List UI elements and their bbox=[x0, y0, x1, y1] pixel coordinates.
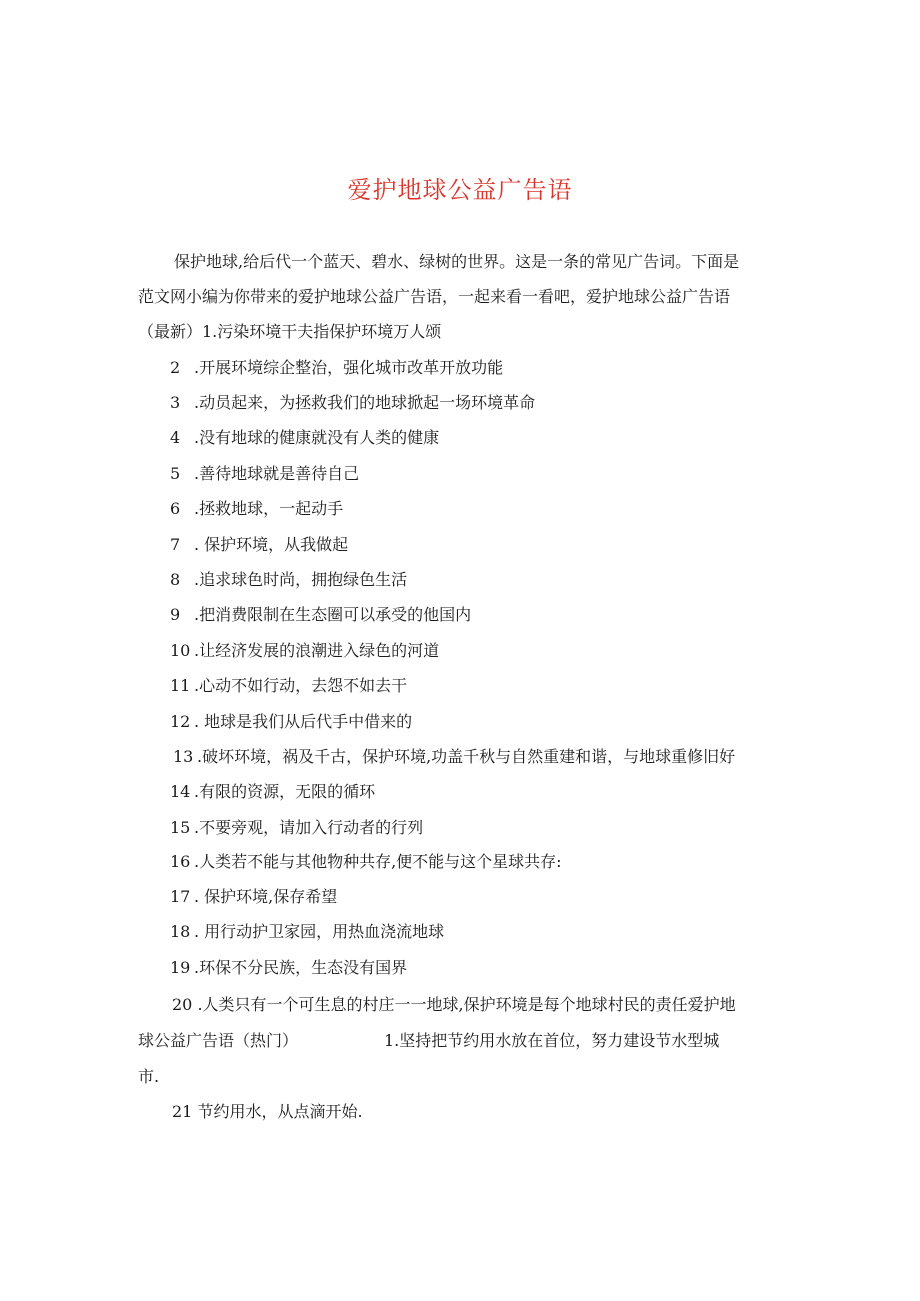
list-item-text: .心动不如行动，去怨不如去干 bbox=[194, 676, 408, 695]
list-item-number: 4 bbox=[170, 428, 181, 447]
list-item bbox=[170, 535, 348, 555]
list-item-text: .动员起来，为拯救我们的地球掀起一场环境革命 bbox=[194, 393, 536, 412]
list-item bbox=[170, 887, 337, 907]
list-item-text: .有限的资源，无限的循环 bbox=[194, 782, 376, 801]
list-item bbox=[170, 605, 471, 625]
list-item bbox=[170, 818, 423, 838]
list-item-text: .善待地球就是善待自己 bbox=[194, 464, 360, 483]
list-item bbox=[170, 641, 439, 661]
list-item-text: .不要旁观，请加入行动者的行列 bbox=[194, 818, 424, 837]
list-item-number: 11 bbox=[170, 676, 191, 695]
list-item-number: 12 bbox=[170, 712, 191, 731]
list-item-number: 7 bbox=[170, 535, 181, 554]
list-item-text: . 保护环境,保存希望 bbox=[194, 887, 338, 906]
list-item bbox=[170, 712, 412, 732]
item-21: 21 节约用水，从点滴开始. bbox=[172, 1102, 363, 1121]
list-item bbox=[170, 958, 407, 978]
list-item-text: .人类若不能与其他物种共存,便不能与这个星球共存: bbox=[194, 852, 562, 871]
intro-line-1: 保护地球,给后代一个蓝天、碧水、绿树的世界。这是一条的常见广告词。下面是 bbox=[174, 252, 740, 271]
list-item-text: . 保护环境，从我做起 bbox=[194, 535, 349, 554]
list-item-number: 6 bbox=[170, 499, 181, 518]
list-item-text: .把消费限制在生态圈可以承受的他国内 bbox=[194, 605, 472, 624]
list-item bbox=[170, 499, 343, 519]
list-item-number: 16 bbox=[170, 852, 191, 871]
list-item bbox=[170, 428, 439, 448]
list-item-text: .让经济发展的浪潮进入绿色的河道 bbox=[194, 641, 440, 660]
list-item-number: 5 bbox=[170, 464, 181, 483]
list-item bbox=[170, 393, 535, 413]
list-item-number: 2 bbox=[170, 358, 181, 377]
item-20-line-3: 市. bbox=[138, 1067, 160, 1086]
list-item-number: 19 bbox=[170, 958, 191, 977]
list-item-number: 18 bbox=[170, 922, 191, 941]
list-item-text: . 用行动护卫家园，用热血浇流地球 bbox=[194, 922, 445, 941]
list-item bbox=[173, 747, 735, 767]
list-item-number: 8 bbox=[170, 570, 181, 589]
list-item-text: .开展环境综企整治，强化城市改革开放功能 bbox=[194, 358, 504, 377]
page-title: 爱护地球公益广告语 bbox=[347, 176, 573, 204]
list-item-number: 14 bbox=[170, 782, 191, 801]
list-item-number: 10 bbox=[170, 641, 191, 660]
list-item bbox=[170, 922, 444, 942]
item-20-line-2b: 1.坚持把节约用水放在首位，努力建设节水型城 bbox=[384, 1031, 720, 1050]
intro-line-3: （最新）1.污染环境干夫指保护环境万人颂 bbox=[138, 322, 442, 341]
list-item bbox=[170, 570, 407, 590]
list-item bbox=[170, 358, 503, 378]
item-20-line-1: 20 .人类只有一个可生息的村庄一一地球,保护环境是每个地球村民的责任爱护地 bbox=[172, 995, 736, 1014]
list-item bbox=[170, 676, 407, 696]
list-item bbox=[170, 782, 375, 802]
list-item-text: .拯救地球，一起动手 bbox=[194, 499, 344, 518]
item-20-line-2a: 球公益广告语（热门） bbox=[138, 1031, 299, 1050]
list-item-text: .破坏环境，祸及千古，保护环境,功盖千秋与自然重建和谐，与地球重修旧好 bbox=[197, 747, 736, 766]
list-item-text: .环保不分民族，生态没有国界 bbox=[194, 958, 408, 977]
list-item bbox=[170, 852, 562, 872]
list-item-number: 3 bbox=[170, 393, 181, 412]
list-item-text: . 地球是我们从后代手中借来的 bbox=[194, 712, 413, 731]
list-item-text: .追求球色时尚，拥抱绿色生活 bbox=[194, 570, 408, 589]
list-item-number: 9 bbox=[170, 605, 181, 624]
list-item-number: 15 bbox=[170, 818, 191, 837]
intro-line-2: 范文网小编为你带来的爱护地球公益广告语，一起来看一看吧，爱护地球公益广告语 bbox=[138, 287, 731, 306]
list-item-number: 13 bbox=[173, 747, 194, 766]
list-item-text: .没有地球的健康就没有人类的健康 bbox=[194, 428, 440, 447]
list-item-number: 17 bbox=[170, 887, 191, 906]
list-item bbox=[170, 464, 359, 484]
